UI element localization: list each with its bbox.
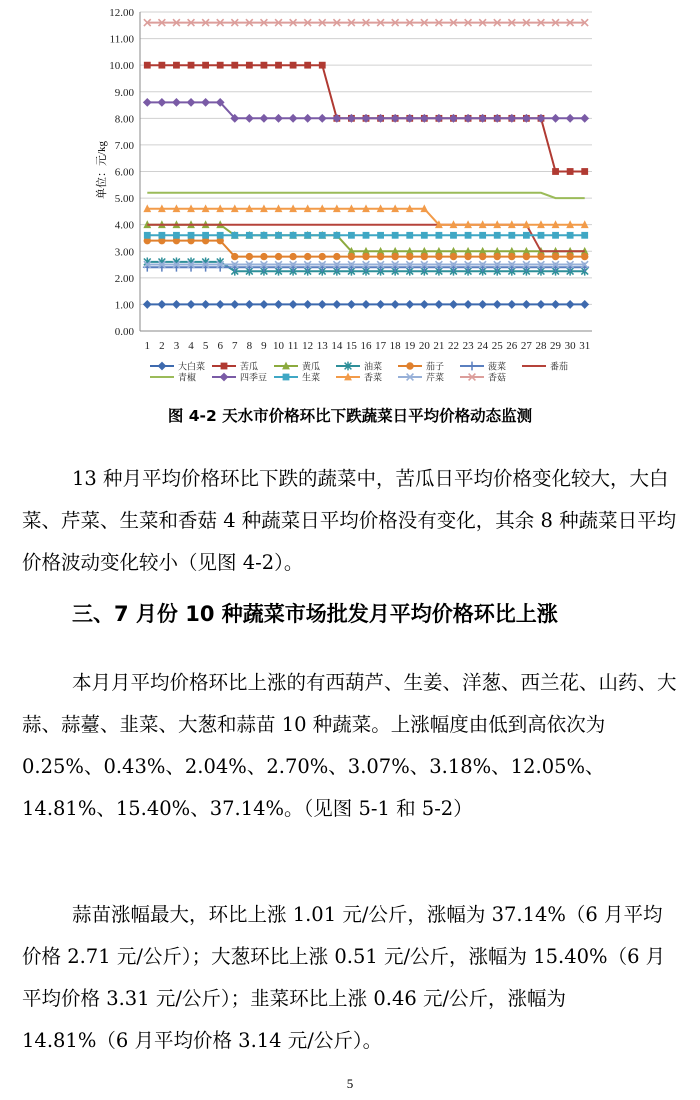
y-tick-label: 2.00 bbox=[114, 272, 134, 285]
data-point bbox=[522, 300, 531, 309]
data-point bbox=[567, 168, 574, 175]
data-point bbox=[303, 114, 312, 123]
data-point bbox=[406, 232, 413, 239]
data-point bbox=[260, 300, 269, 309]
data-point bbox=[221, 363, 228, 370]
legend-item bbox=[212, 361, 258, 372]
x-tick-label: 31 bbox=[579, 340, 591, 352]
y-tick-label: 10.00 bbox=[109, 60, 134, 73]
data-point bbox=[245, 300, 254, 309]
y-tick-label: 1.00 bbox=[114, 299, 134, 312]
data-point bbox=[450, 253, 457, 260]
data-point bbox=[478, 300, 487, 309]
x-tick-label: 23 bbox=[462, 340, 474, 352]
paragraph-summary: 13 种月平均价格环比下跌的蔬菜中，苦瓜日平均价格变化较大，大白菜、芹菜、生菜和香菇 4 种蔬菜日平均价格没有变化，其余 8 种蔬菜日平均价格波动变化较小（见图 4-2）。 bbox=[22, 467, 677, 574]
legend-label: 大白菜 bbox=[178, 361, 206, 372]
chart-gridlines bbox=[140, 12, 592, 331]
x-tick-label: 9 bbox=[261, 340, 267, 352]
legend-item bbox=[150, 372, 196, 383]
paragraph-rising: 本月月平均价格环比上涨的有西葫芦、生姜、洋葱、西兰花、山药、大蒜、蒜薹、韭菜、大葱和蒜苗 10 种蔬菜。上涨幅度由低到高依次为 0.25%、0.43%、2.04%、2.70%、3.07%、3.18%、12.05%、14.81%、15.40%、37.14%。（见图 5-1 和 5-2） bbox=[22, 671, 677, 820]
data-point bbox=[436, 232, 443, 239]
data-point bbox=[377, 232, 384, 239]
data-point bbox=[201, 98, 210, 107]
data-point bbox=[290, 232, 297, 239]
data-point bbox=[260, 253, 267, 260]
x-tick-label: 2 bbox=[159, 340, 165, 352]
data-point bbox=[537, 300, 546, 309]
data-point bbox=[493, 300, 502, 309]
data-point bbox=[260, 114, 269, 123]
data-point bbox=[289, 114, 298, 123]
legend-label: 油菜 bbox=[364, 361, 383, 372]
data-point bbox=[581, 232, 588, 239]
data-point bbox=[333, 253, 340, 260]
data-point bbox=[173, 62, 180, 69]
x-tick-label: 17 bbox=[375, 340, 387, 352]
data-point bbox=[377, 253, 384, 260]
data-point bbox=[363, 232, 370, 239]
data-point bbox=[231, 232, 238, 239]
data-point bbox=[538, 232, 545, 239]
x-tick-label: 27 bbox=[520, 340, 532, 352]
data-point bbox=[552, 232, 559, 239]
data-point bbox=[319, 253, 326, 260]
data-point bbox=[464, 253, 471, 260]
x-tick-label: 3 bbox=[173, 340, 180, 352]
legend-item bbox=[460, 372, 506, 383]
data-point bbox=[216, 300, 225, 309]
data-point bbox=[158, 232, 165, 239]
data-point bbox=[202, 62, 209, 69]
data-point bbox=[391, 253, 398, 260]
legend-item bbox=[274, 372, 320, 383]
data-point bbox=[274, 114, 283, 123]
legend-label: 四季豆 bbox=[240, 372, 268, 383]
y-axis-ticks bbox=[109, 7, 134, 338]
series-四季豆 bbox=[143, 98, 589, 123]
data-point bbox=[405, 300, 414, 309]
data-point bbox=[202, 232, 209, 239]
data-point bbox=[420, 300, 429, 309]
data-point bbox=[507, 300, 516, 309]
data-point bbox=[304, 62, 311, 69]
data-point bbox=[332, 300, 341, 309]
data-point bbox=[348, 232, 355, 239]
data-point bbox=[552, 168, 559, 175]
data-point bbox=[173, 232, 180, 239]
data-point bbox=[158, 362, 167, 371]
figure-caption: 图 4-2 天水市价格环比下跌蔬菜日平均价格动态监测 bbox=[167, 407, 533, 425]
data-point bbox=[144, 232, 151, 239]
data-point bbox=[318, 300, 327, 309]
section-heading-3: 三、7 月份 10 种蔬菜市场批发月平均价格环比上涨 bbox=[72, 602, 558, 626]
data-point bbox=[581, 168, 588, 175]
data-point bbox=[537, 253, 544, 260]
data-point bbox=[333, 232, 340, 239]
y-tick-label: 11.00 bbox=[109, 33, 134, 46]
x-tick-label: 4 bbox=[188, 340, 194, 352]
legend-label: 茄子 bbox=[426, 361, 445, 372]
x-tick-label: 10 bbox=[273, 340, 285, 352]
data-point bbox=[220, 373, 229, 382]
y-tick-label: 8.00 bbox=[114, 113, 134, 126]
data-point bbox=[348, 253, 355, 260]
data-point bbox=[508, 253, 515, 260]
y-tick-label: 7.00 bbox=[114, 139, 134, 152]
price-line-chart bbox=[0, 0, 700, 400]
data-point bbox=[421, 253, 428, 260]
data-point bbox=[157, 98, 166, 107]
data-point bbox=[144, 62, 151, 69]
data-point bbox=[479, 253, 486, 260]
data-point bbox=[464, 300, 473, 309]
data-point bbox=[261, 62, 268, 69]
data-point bbox=[566, 253, 573, 260]
y-tick-label: 12.00 bbox=[109, 7, 134, 19]
data-point bbox=[508, 232, 515, 239]
x-tick-label: 21 bbox=[433, 340, 445, 352]
x-tick-label: 20 bbox=[418, 340, 430, 352]
data-point bbox=[566, 300, 575, 309]
data-point bbox=[406, 253, 413, 260]
data-point bbox=[494, 253, 501, 260]
series-大白菜 bbox=[143, 300, 589, 309]
x-tick-label: 15 bbox=[345, 340, 357, 352]
x-tick-label: 11 bbox=[287, 340, 299, 352]
data-point bbox=[304, 232, 311, 239]
data-point bbox=[318, 114, 327, 123]
y-tick-label: 4.00 bbox=[114, 219, 134, 232]
data-point bbox=[421, 232, 428, 239]
y-tick-label: 6.00 bbox=[114, 166, 134, 179]
x-tick-label: 8 bbox=[246, 340, 253, 352]
data-point bbox=[275, 62, 282, 69]
x-tick-label: 24 bbox=[477, 340, 489, 352]
legend-label: 香菇 bbox=[488, 372, 507, 383]
legend-item bbox=[398, 361, 444, 372]
data-point bbox=[376, 300, 385, 309]
data-point bbox=[449, 300, 458, 309]
data-point bbox=[468, 362, 477, 371]
data-point bbox=[217, 62, 224, 69]
chart-legend bbox=[150, 361, 568, 383]
data-point bbox=[187, 98, 196, 107]
x-tick-label: 12 bbox=[302, 340, 314, 352]
data-point bbox=[479, 232, 486, 239]
x-tick-label: 16 bbox=[360, 340, 372, 352]
data-point bbox=[275, 253, 282, 260]
data-point bbox=[362, 300, 371, 309]
data-point bbox=[567, 232, 574, 239]
data-point bbox=[188, 62, 195, 69]
data-point bbox=[246, 62, 253, 69]
data-point bbox=[551, 114, 560, 123]
data-point bbox=[230, 300, 239, 309]
data-point bbox=[157, 300, 166, 309]
data-point bbox=[523, 253, 530, 260]
data-point bbox=[406, 362, 413, 369]
legend-label: 生菜 bbox=[302, 372, 321, 383]
y-tick-label: 3.00 bbox=[114, 246, 134, 259]
data-point bbox=[391, 300, 400, 309]
y-axis-label: 单位：元/kg bbox=[96, 140, 108, 200]
data-point bbox=[246, 232, 253, 239]
data-point bbox=[523, 232, 530, 239]
legend-item bbox=[150, 361, 205, 372]
data-point bbox=[290, 62, 297, 69]
data-point bbox=[187, 300, 196, 309]
x-tick-label: 18 bbox=[389, 340, 401, 352]
data-point bbox=[362, 253, 369, 260]
data-point bbox=[231, 253, 238, 260]
series-青椒 bbox=[147, 193, 584, 198]
data-point bbox=[246, 253, 253, 260]
paragraph-detail: 蒜苗涨幅最大，环比上涨 1.01 元/公斤，涨幅为 37.14%（6 月平均价格 2.71 元/公斤）；大葱环比上涨 0.51 元/公斤，涨幅为 15.40%（6 月平均价格 3.31 元/公斤）；韭菜环比上涨 0.46 元/公斤，涨幅为 14.81%（6 月平均价格 3.14 元/公斤）。 bbox=[22, 903, 666, 1052]
series-香菇 bbox=[144, 19, 588, 26]
data-point bbox=[465, 232, 472, 239]
x-tick-label: 26 bbox=[506, 340, 518, 352]
legend-label: 芹菜 bbox=[426, 372, 445, 383]
x-tick-label: 5 bbox=[202, 340, 209, 352]
x-tick-label: 13 bbox=[316, 340, 328, 352]
data-point bbox=[435, 253, 442, 260]
data-point bbox=[245, 114, 254, 123]
data-point bbox=[552, 253, 559, 260]
legend-item bbox=[398, 372, 444, 383]
legend-label: 香菜 bbox=[364, 372, 383, 383]
data-point bbox=[275, 232, 282, 239]
data-point bbox=[217, 232, 224, 239]
data-point bbox=[231, 62, 238, 69]
series-生菜 bbox=[144, 232, 588, 239]
legend-label: 青椒 bbox=[178, 372, 197, 383]
x-tick-label: 28 bbox=[535, 340, 547, 352]
data-point bbox=[261, 232, 268, 239]
x-tick-label: 29 bbox=[550, 340, 562, 352]
data-point bbox=[392, 232, 399, 239]
legend-item bbox=[212, 372, 267, 383]
legend-item bbox=[522, 361, 568, 372]
data-point bbox=[580, 300, 589, 309]
data-point bbox=[580, 114, 589, 123]
legend-label: 苦瓜 bbox=[240, 361, 259, 372]
data-point bbox=[289, 253, 296, 260]
data-point bbox=[289, 300, 298, 309]
x-tick-label: 30 bbox=[564, 340, 576, 352]
x-tick-label: 14 bbox=[331, 340, 343, 352]
data-point bbox=[303, 300, 312, 309]
legend-label: 黄瓜 bbox=[302, 361, 321, 372]
data-point bbox=[566, 114, 575, 123]
data-point bbox=[450, 232, 457, 239]
data-point bbox=[319, 232, 326, 239]
series-line bbox=[147, 193, 584, 198]
legend-label: 番茄 bbox=[550, 361, 569, 372]
data-point bbox=[581, 253, 588, 260]
y-tick-label: 5.00 bbox=[114, 193, 134, 206]
chart-series bbox=[143, 19, 589, 309]
page-number: 5 bbox=[346, 1076, 354, 1091]
legend-item bbox=[336, 361, 382, 372]
legend-item bbox=[460, 361, 506, 372]
data-point bbox=[494, 232, 501, 239]
x-tick-label: 22 bbox=[447, 340, 459, 352]
data-point bbox=[435, 300, 444, 309]
y-tick-label: 0.00 bbox=[114, 326, 134, 338]
data-point bbox=[283, 374, 290, 381]
legend-item bbox=[274, 361, 320, 372]
data-point bbox=[319, 62, 326, 69]
x-axis-ticks bbox=[145, 340, 591, 352]
x-tick-label: 7 bbox=[232, 340, 238, 352]
y-tick-label: 9.00 bbox=[114, 86, 134, 99]
data-point bbox=[304, 253, 311, 260]
data-point bbox=[158, 62, 165, 69]
legend-item bbox=[336, 372, 382, 383]
data-point bbox=[143, 300, 152, 309]
data-point bbox=[143, 98, 152, 107]
x-tick-label: 19 bbox=[404, 340, 416, 352]
data-point bbox=[201, 300, 210, 309]
data-point bbox=[347, 300, 356, 309]
data-point bbox=[274, 300, 283, 309]
x-tick-label: 25 bbox=[491, 340, 503, 352]
x-tick-label: 6 bbox=[217, 340, 223, 352]
data-point bbox=[172, 300, 181, 309]
data-point bbox=[188, 232, 195, 239]
legend-label: 菠菜 bbox=[488, 361, 507, 372]
data-point bbox=[172, 98, 181, 107]
data-point bbox=[551, 300, 560, 309]
x-tick-label: 1 bbox=[144, 340, 151, 352]
